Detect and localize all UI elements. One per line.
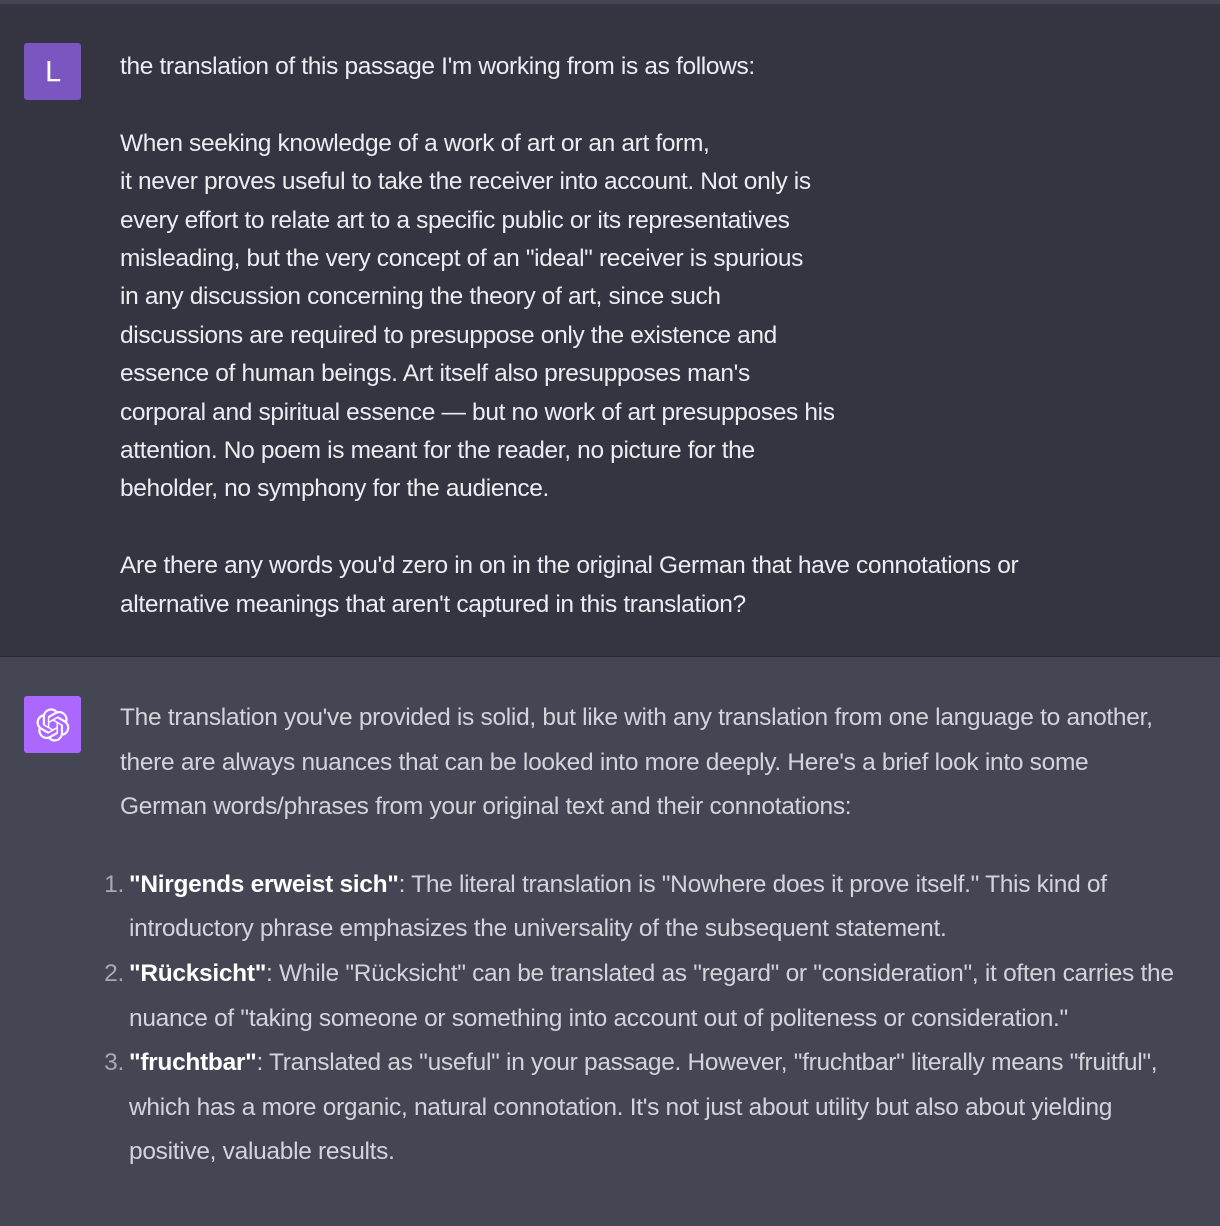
list-number: 2. (104, 959, 124, 987)
list-item (96, 1041, 1186, 1175)
user-paragraph-question (120, 547, 1120, 624)
list-term: "Nirgends erweist sich" (129, 870, 399, 898)
user-paragraph-passage (120, 125, 1120, 509)
list-term: "fruchtbar" (129, 1049, 257, 1077)
openai-logo-icon (36, 708, 70, 742)
text-line: Are there any words you'd zero in on in the original German that have connotations or (120, 552, 1019, 580)
list-number: 3. (104, 1049, 124, 1077)
text-line: beholder, no symphony for the audience. (120, 475, 550, 503)
text-line: corporal and spiritual essence — but no work of art presupposes his (120, 398, 835, 426)
assistant-avatar (24, 696, 81, 753)
text-line: essence of human beings. Art itself also presupposes man's (120, 360, 750, 388)
connotations-list (96, 863, 1186, 1175)
list-text: : Translated as "useful" in your passage. However, "fruchtbar" literally means "fruitful", which has a more organic, natural connotation. It's not just about utility but also about yielding positive, valuable results. (129, 1049, 1158, 1166)
text-line: discussions are required to presuppose only the existence and (120, 321, 777, 349)
list-term: "Rücksicht" (129, 959, 267, 987)
text-line: misleading, but the very concept of an "ideal" receiver is spurious (120, 245, 804, 273)
assistant-message-text (104, 696, 1180, 1175)
list-text: : The literal translation is "Nowhere does it prove itself." This kind of introductory phrase emphasizes the universality of the subsequent statement. (129, 870, 1107, 943)
text-line: When seeking knowledge of a work of art or an art form, (120, 129, 710, 157)
user-paragraph-1 (120, 48, 1120, 86)
text-line: it never proves useful to take the receiver into account. Not only is (120, 168, 811, 196)
assistant-intro: The translation you've provided is solid, but like with any translation from one language to another, there are always nuances that can be looked into more deeply. Here's a brief look into some German words/phrases from your original text and their connotations: (120, 704, 1153, 821)
text-line: every effort to relate art to a specific public or its representatives (120, 206, 790, 234)
list-number: 1. (104, 870, 124, 898)
list-item (96, 952, 1186, 1041)
list-item (96, 863, 1186, 952)
user-message (0, 4, 1220, 657)
user-message-text (120, 48, 1120, 624)
text-line: alternative meanings that aren't captured in this translation? (120, 590, 746, 618)
list-text: : While "Rücksicht" can be translated as "regard" or "consideration", it often carries the nuance of "taking someone or something into account out of politeness or consideration." (129, 959, 1174, 1032)
text-line: attention. No poem is meant for the reader, no picture for the (120, 437, 755, 465)
user-avatar-initial: L (44, 55, 61, 88)
user-avatar (24, 43, 81, 100)
assistant-message (0, 657, 1220, 1226)
text-line: the translation of this passage I'm working from is as follows: (120, 53, 755, 80)
text-line: in any discussion concerning the theory of art, since such (120, 283, 721, 311)
